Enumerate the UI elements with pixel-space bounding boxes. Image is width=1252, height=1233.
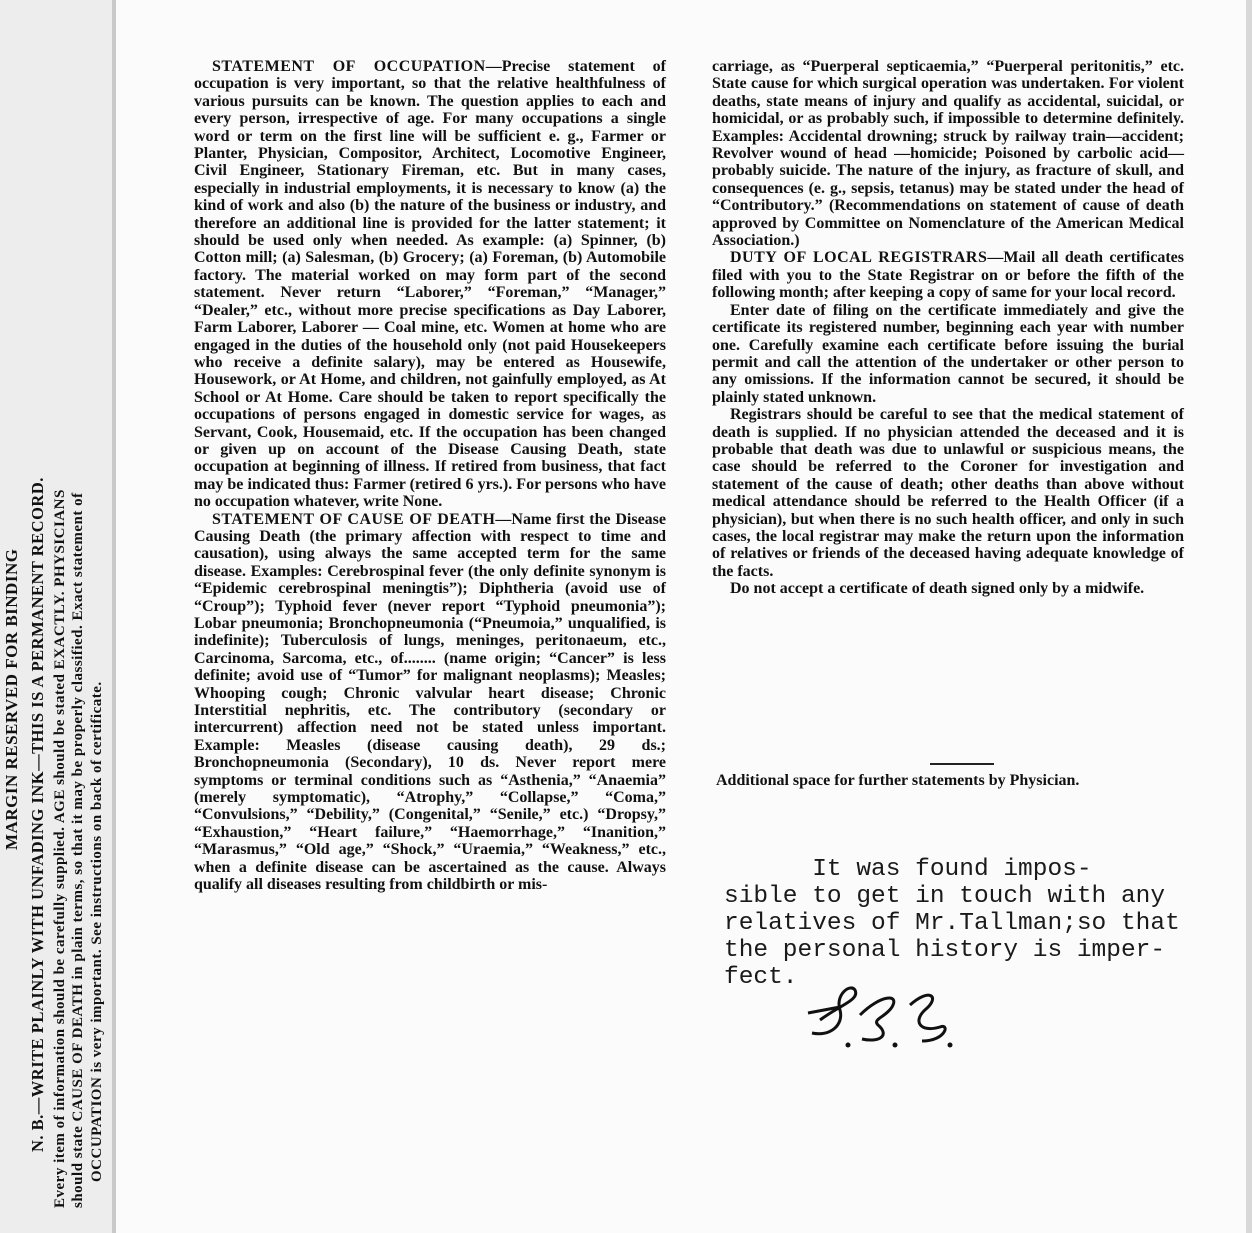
- typed-line: fect.: [724, 964, 798, 991]
- margin-instruction-line-2: should state CAUSE OF DEATH in plain terms, so that it may be properly classified. Exact statement of: [70, 492, 86, 1208]
- handwritten-initials-signature: [800, 975, 970, 1055]
- instructions-right-column: [712, 58, 1184, 598]
- occupation-paragraph: [194, 58, 666, 511]
- careful-paragraph: Registrars should be careful to see that the medical statement of death is supplied. If no physician attended the deceased and it is probable that death was due to unlawful or suspicious means, the case should be referred to the Coroner for investigation and statement of the cause of death; other deaths than above without medical attendance should be referred to the Health Officer (if a physician), but when there is no such health officer, and only in such cases, the local registrar may make the return upon the information of relatives or friends of the deceased having adequate knowledge of the facts.: [712, 406, 1184, 580]
- instructions-left-column: [194, 58, 666, 894]
- additional-space-label: Additional space for further statements by Physician.: [716, 772, 1080, 789]
- typed-line: relatives of Mr.Tallman;so that: [724, 910, 1180, 937]
- registrar-heading: DUTY OF LOCAL REGISTRARS: [730, 249, 988, 267]
- cause-text: —Name first the Disease Causing Death (the primary affection with respect to time and causation), using always the same accepted term for the same disease. Examples: Cerebrospinal fever (the only definite synonym is “Epidemic cerebrospinal meningtis”); Diphtheria (avoid use of “Croup”); Typhoid fever (never report “Typhoid pneumonia”); Lobar pneumonia; Bronchopneumonia (“Pneumoia,” unqualified, is indefinite); Tuberculosis of lungs, meninges, peritonaeum, etc., Carcinoma, Sarcoma, etc., of........ (name origin; “Cancer” is less definite; avoid use of “Tumor” for malignant neoplasms); Measles; Whooping cough; Chronic valvular heart disease; Chronic Interstitial nephritis, etc. The contributory (secondary or intercurrent) affection need not be stated unless important. Example: Measles (disease causing death), 29 ds.; Bronchopneumonia (Secondary), 10 ds. Never report mere symptoms or terminal conditions such as “Asthenia,” “Anaemia” (merely symptomatic), “Atrophy,” “Collapse,” “Coma,” “Convulsions,” “Debility,” (Congenital,” “Senile,” etc.) “Dropsy,” “Exhaustion,” “Heart failure,” “Haemorrhage,” “Inanition,” “Marasmus,” “Old age,” “Shock,” “Uraemia,” “Weakness,” etc., when a definite disease can be ascertained as the cause. Always qualify all diseases resulting from childbirth or mis-: [194, 510, 667, 894]
- typed-line: the personal history is imper-: [724, 937, 1166, 964]
- margin-instruction-line-1: Every item of information should be carefully supplied. AGE should be stated EXACTLY. PHYSICIANS: [52, 489, 68, 1208]
- cause-heading: STATEMENT OF CAUSE OF DEATH: [212, 510, 496, 528]
- midwife-paragraph: Do not accept a certificate of death signed only by a midwife.: [730, 580, 1145, 598]
- divider-rule: [930, 763, 994, 765]
- filing-paragraph: Enter date of filing on the certificate immediately and give the certificate its registered number, beginning each year with number one. Carefully examine each certificate before issuing the burial permit and call the attention of the undertaker or other person to any omissions. If the information cannot be secured, it should be plainly stated unknown.: [712, 301, 1184, 406]
- occupation-text: —Precise statement of occupation is very important, so that the relative healthfulness of various pursuits can be known. The question applies to each and every person, irrespective of age. For many occupations a single word or term on the first line will be sufficient e. g., Farmer or Planter, Physician, Compositor, Architect, Locomotive Engineer, Civil Engineer, Stationary Fireman, etc. But in many cases, especially in industrial employments, it is necessary to know (a) the kind of work and also (b) the nature of the business or industry, and therefore an additional line is provided for the latter statement; it should be used only when needed. As example: (a) Spinner, (b) Cotton mill; (a) Salesman, (b) Grocery; (a) Foreman, (b) Automobile factory. The material worked on may form part of the second statement. Never return “Laborer,” “Foreman,” “Manager,” “Dealer,” etc., without more precise specifications as Day Laborer, Farm Laborer, Laborer — Coal mine, etc. Women at home who are engaged in the duties of the household only (not paid Housekeepers who receive a definite salary), may be entered as Housewife, Housework, or At Home, and children, not gainfully employed, as At School or At Home. Care should be taken to report specifically the occupations of persons engaged in domestic service for wages, as Servant, Cook, Housemaid, etc. If the occupation has been changed or given up on account of the Disease Causing Death, state occupation at beginning of illness. If retired from business, that fact may be indicated thus: Farmer (retired 6 yrs.). For persons who have no occupation whatever, write None.: [194, 58, 667, 511]
- registrar-paragraph: [712, 249, 1184, 301]
- typed-line: sible to get in touch with any: [724, 883, 1166, 910]
- typed-line: It was found impos-: [724, 856, 1092, 883]
- margin-binding-label: MARGIN RESERVED FOR BINDING: [2, 548, 21, 850]
- cause-continued-paragraph: carriage, as “Puerperal septicaemia,” “Puerperal peritonitis,” etc. State cause for which surgical operation was undertaken. For violent deaths, state means of injury and qualify as accidental, suicidal, or homicidal, or as probably such, if impossible to determine definitely. Examples: Accidental drowning; struck by railway train—accident; Revolver wound of head —homicide; Poisoned by carbolic acid—probably suicide. The nature of the injury, as fracture of skull, and consequences (e. g., sepsis, tetanus) may be stated under the head of “Contributory.” (Recommendations on statement of cause of death approved by Committee on Nomenclature of the American Medical Association.): [712, 58, 1184, 250]
- typed-physician-note: [724, 856, 1224, 991]
- occupation-heading: STATEMENT OF OCCUPATION: [212, 58, 486, 75]
- margin-instruction-line-3: OCCUPATION is very important. See instructions on back of certificate.: [89, 681, 105, 1182]
- cause-paragraph: [194, 511, 666, 894]
- margin-ink-notice: N. B.—WRITE PLAINLY WITH UNFADING INK—THIS IS A PERMANENT RECORD.: [28, 477, 47, 1152]
- scan-edge: [1246, 0, 1252, 1233]
- registrar-text: —Mail all death certificates filed with you to the State Registrar on or before the fifth of the following month; after keeping a copy of same for your local record.: [712, 249, 1184, 302]
